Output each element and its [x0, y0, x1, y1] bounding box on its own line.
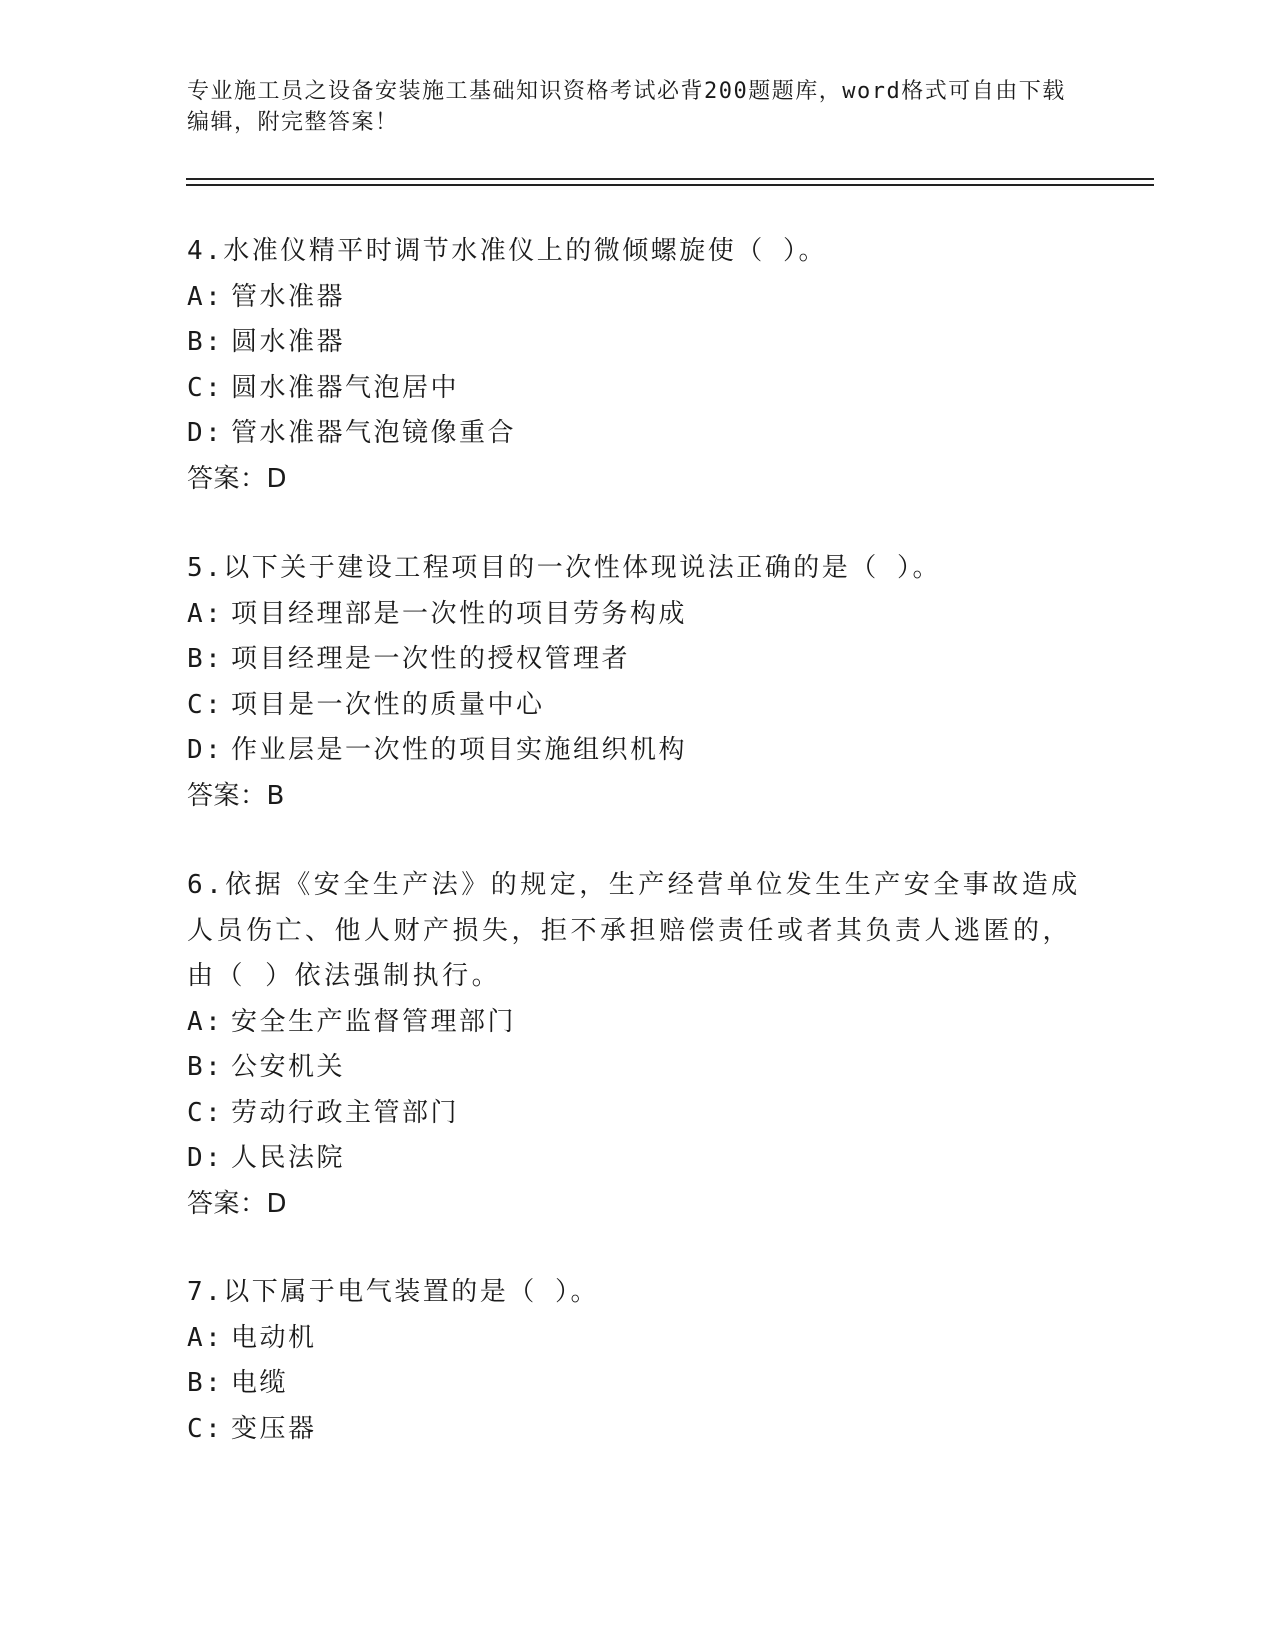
- answer-line: 答案：B: [187, 780, 285, 811]
- question-stem-line-1: 6.依据《安全生产法》的规定，生产经营单位发生生产安全事故造成: [187, 870, 1081, 900]
- option-a: [187, 275, 1067, 321]
- option-label: A:: [187, 1006, 224, 1037]
- option-label: D:: [187, 418, 224, 448]
- option-c: [187, 366, 1067, 412]
- option-text: 管水准器气泡镜像重合: [231, 418, 517, 448]
- question-6: [187, 863, 1081, 1227]
- question-stem: 5.以下关于建设工程项目的一次性体现说法正确的是（ ）。: [187, 553, 941, 583]
- option-label: B:: [187, 644, 224, 674]
- option-text: 人民法院: [231, 1143, 346, 1173]
- question-stem-line-3: 由（ ）依法强制执行。: [187, 961, 502, 991]
- question-5: [187, 546, 1067, 819]
- option-text: 电动机: [231, 1322, 317, 1353]
- option-label: C:: [187, 1413, 224, 1444]
- answer-line: 答案：D: [187, 1188, 288, 1219]
- document-header: 专业施工员之设备安装施工基础知识资格考试必背200题题库，word格式可自由下载编辑，附完整答案！: [187, 79, 1066, 135]
- question-7: [187, 1270, 1067, 1452]
- option-text: 管水准器: [231, 281, 346, 312]
- option-b: [187, 1045, 1067, 1091]
- option-a: [187, 592, 1067, 638]
- option-label: B:: [187, 1052, 224, 1082]
- option-text: 安全生产监督管理部门: [231, 1006, 517, 1037]
- option-b: [187, 1361, 1067, 1407]
- header-divider-top: [186, 178, 1154, 180]
- answer-line: 答案：D: [187, 463, 288, 494]
- question-stem: 4.水准仪精平时调节水准仪上的微倾螺旋使（ ）。: [187, 236, 827, 266]
- option-text: 项目经理是一次性的授权管理者: [231, 644, 631, 674]
- option-label: C:: [187, 1097, 224, 1128]
- option-text: 项目是一次性的质量中心: [231, 689, 545, 720]
- question-stem-line-2: 人员伤亡、他人财产损失，拒不承担赔偿责任或者其负责人逃匿的，: [187, 915, 1073, 946]
- option-label: B:: [187, 327, 224, 357]
- option-text: 项目经理部是一次性的项目劳务构成: [231, 598, 688, 629]
- option-d: [187, 1136, 1067, 1182]
- option-label: B:: [187, 1368, 224, 1398]
- option-b: [187, 320, 1067, 366]
- option-text: 变压器: [231, 1413, 317, 1444]
- option-label: A:: [187, 1322, 224, 1353]
- option-label: A:: [187, 281, 224, 312]
- option-text: 劳动行政主管部门: [231, 1097, 460, 1128]
- option-label: A:: [187, 598, 224, 629]
- option-label: D:: [187, 1143, 224, 1173]
- option-text: 作业层是一次性的项目实施组织机构: [231, 735, 688, 765]
- option-a: [187, 1000, 1067, 1046]
- option-text: 电缆: [231, 1368, 289, 1398]
- option-c: [187, 1407, 1067, 1453]
- option-text: 圆水准器气泡居中: [231, 372, 460, 403]
- option-a: [187, 1316, 1067, 1362]
- option-text: 圆水准器: [231, 327, 346, 357]
- option-label: D:: [187, 735, 224, 765]
- question-4: [187, 229, 1067, 502]
- option-d: [187, 411, 1067, 457]
- option-label: C:: [187, 689, 224, 720]
- option-d: [187, 728, 1067, 774]
- header-divider-bottom: [186, 184, 1154, 186]
- option-b: [187, 637, 1067, 683]
- option-label: C:: [187, 372, 224, 403]
- option-c: [187, 683, 1067, 729]
- option-text: 公安机关: [231, 1052, 346, 1082]
- question-stem: 7.以下属于电气装置的是（ ）。: [187, 1277, 599, 1307]
- option-c: [187, 1091, 1067, 1137]
